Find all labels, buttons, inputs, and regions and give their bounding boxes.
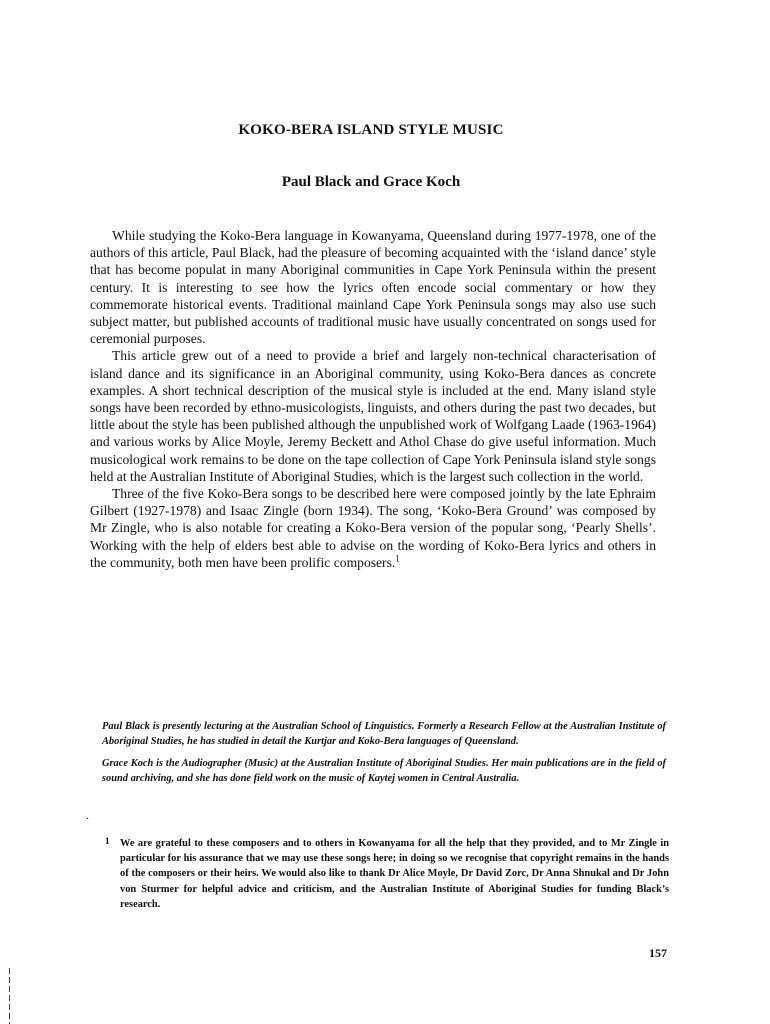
body-paragraph-3 bbox=[90, 485, 656, 571]
stray-mark: . bbox=[86, 808, 89, 822]
footnote-1 bbox=[107, 836, 669, 912]
body-paragraph-3-text: Three of the five Koko-Bera songs to be described here were composed jointly by the late Ephraim Gilbert (1927-1978) and Isaac Zingle (born 1934). The song, ‘Koko-Bera Ground’ was composed by Mr Zingle, who is also notable for creating a Koko-Bera version of the popular song, ‘Pearly Shells’. Working with the help of elders best able to advise on the wording of Koko-Bera lyrics and others in the community, both men have been prolific composers. bbox=[90, 486, 656, 570]
scan-edge-artifact bbox=[9, 968, 10, 1024]
author-bios bbox=[102, 719, 666, 793]
bio-grace-koch: Grace Koch is the Audiographer (Music) at the Australian Institute of Aboriginal Studies. Her main publications are in the field of sound archiving, and she has done field work on the music of Kaytej women in Central Australia. bbox=[102, 758, 666, 784]
footnote-text: We are grateful to these composers and to others in Kowanyama for all the help that they provided, and to Mr Zingle in particular for his assurance that we may use these songs here; in doing so we recognise that copyright remains in the hands of the composers or their heirs. We would also like to thank Dr Alice Moyle, Dr David Zorc, Dr Anna Shnukal and Dr John von Sturmer for helpful advice and criticism, and the Australian Institute of Aboriginal Studies for funding Black’s research. bbox=[120, 838, 669, 910]
footnote-reference: 1 bbox=[395, 553, 400, 564]
body-paragraph-2: This article grew out of a need to provide a brief and largely non-technical characterisation of island dance and its significance in an Aboriginal community, using Koko-Bera dances as concrete examples. A short technical description of the musical style is included at the end. Many island style songs have been recorded by ethno-musicologists, linguists, and others during the past two decades, but little about the style has been published although the unpublished work of Wolfgang Laade (1963-1964) and various works by Alice Moyle, Jeremy Beckett and Athol Chase do give useful information. Much musicological work remains to be done on the tape collection of Cape York Peninsula island style songs held at the Australian Institute of Aboriginal Studies, which is the largest such collection in the world. bbox=[90, 348, 656, 484]
article-body bbox=[90, 227, 656, 571]
footnote-mark: 1 bbox=[105, 836, 110, 846]
article-title: KOKO-BERA ISLAND STYLE MUSIC bbox=[238, 122, 504, 138]
article-authors: Paul Black and Grace Koch bbox=[281, 174, 461, 190]
page-number: 157 bbox=[649, 946, 667, 960]
bio-paul-black: Paul Black is presently lecturing at the Australian School of Linguistics. Formerly a Research Fellow at the Australian Institute of Aboriginal Studies, he has studied in detail the Kurtjar and Koko-Bera languages of Queensland. bbox=[102, 721, 666, 747]
body-paragraph-1: While studying the Koko-Bera language in Kowanyama, Queensland during 1977-1978, one of the authors of this article, Paul Black, had the pleasure of becoming acquainted with the ‘island dance’ style that has become populat in many Aboriginal communities in Cape York Peninsula within the present century. It is interesting to see how the lyrics often encode social commentary or how they commemorate historical events. Traditional mainland Cape York Peninsula songs may also use such subject matter, but published accounts of traditional music have usually concentrated on songs used for ceremonial purposes. bbox=[90, 228, 656, 347]
